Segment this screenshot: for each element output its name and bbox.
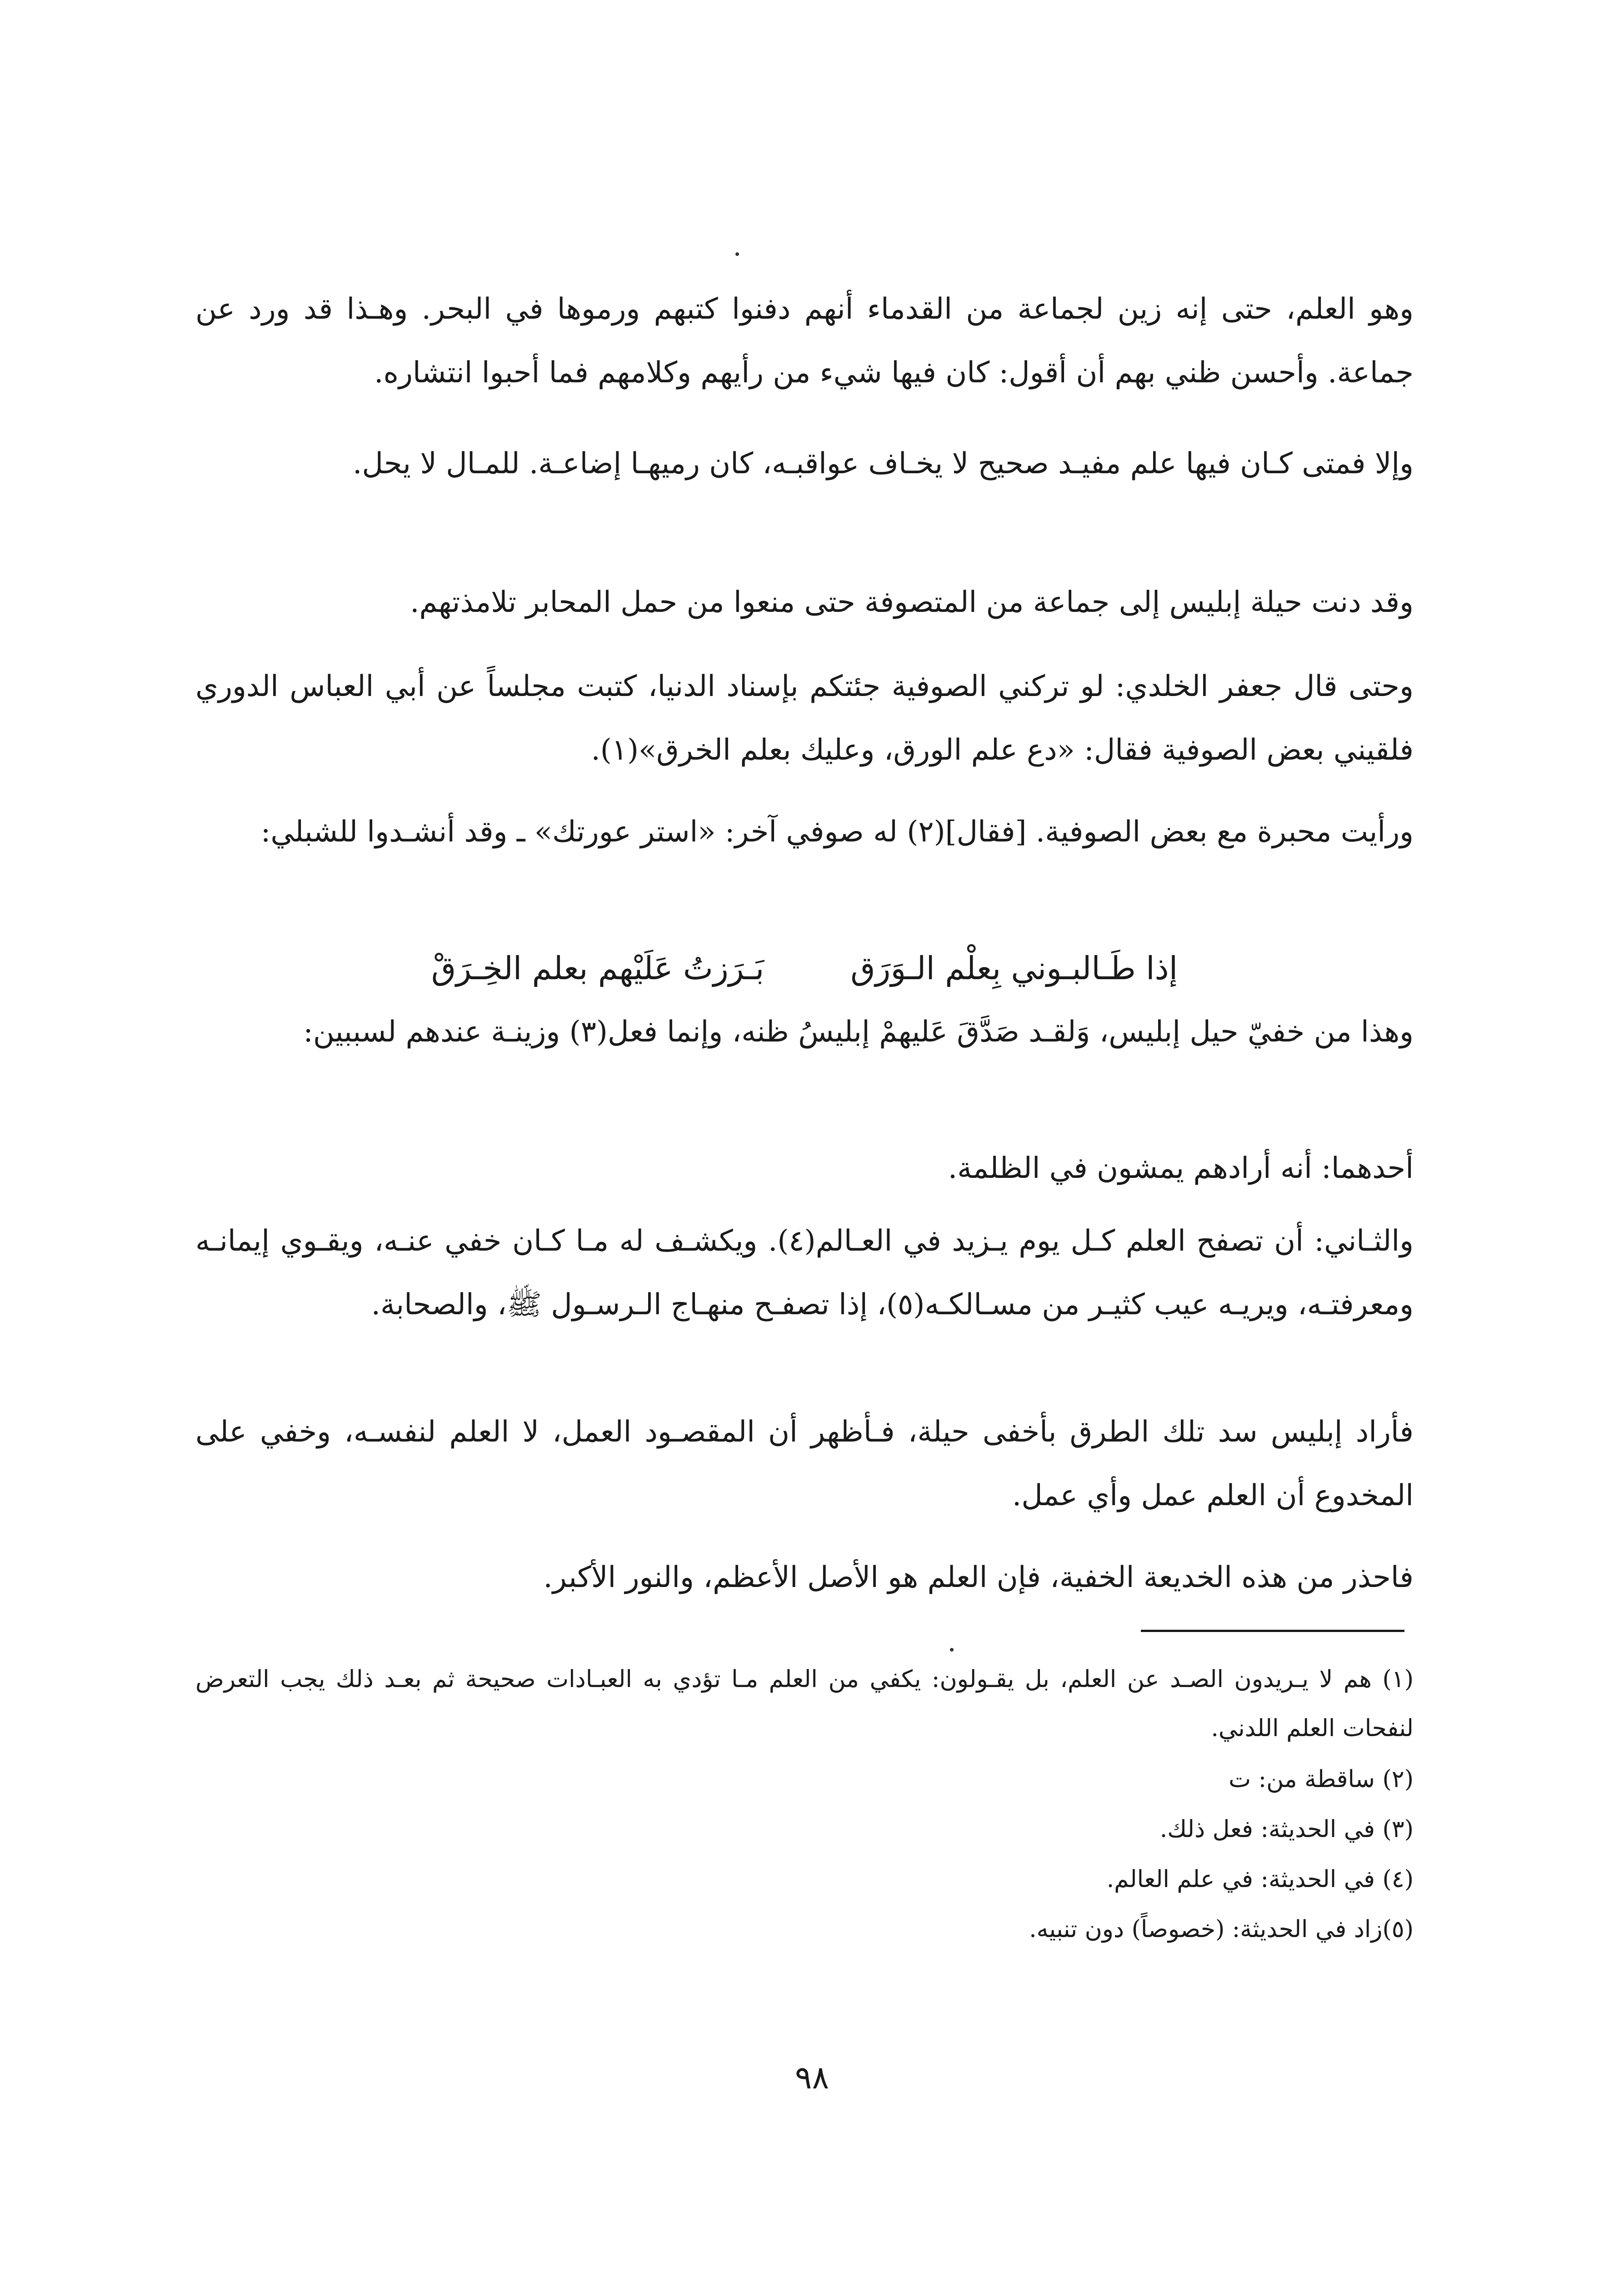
paragraph-1: وهو العلم، حتى إنه زين لجماعة من القدماء أنهم دفنوا كتبهم ورموها في البحر. وهـذا قد ورد عن جماعة. وأحسن ظني بهم أن أقول: كان فيها شيء من رأيهم وكلامهم فما أحبوا انتشاره. bbox=[195, 292, 1414, 390]
paragraph-6: وهذا من خفيّ حيل إبليس، وَلقـد صَدَّقَ عَليهمْ إبليسُ ظنه، وإنما فعل(٣) وزينـة عندهم لسببين: bbox=[303, 1015, 1414, 1049]
footnote-1: (١) هم لا يـريدون الصـد عن العلم، بل يقـولون: يكفي من العلم مـا تؤدي به العبـادات صحيحة ثم بعـد ذلك يجب التعرض لنفحات العلم اللدني. bbox=[195, 1666, 1414, 1742]
paragraph-5: ورأيت محبرة مع بعض الصوفية. [فقال](٢) له صوفي آخر: «استر عورتك» ـ وقد أنشـدوا للشبلي: bbox=[260, 815, 1414, 849]
paragraph-9: فأراد إبليس سد تلك الطرق بأخفى حيلة، فـأظهر أن المقصـود العمل، لا العلم لنفسـه، وخفي على المخدوع أن العلم عمل وأي عمل. bbox=[195, 1415, 1414, 1512]
footnote-5: (٥)زاد في الحديثة: (خصوصاً) دون تنبيه. bbox=[1029, 1916, 1414, 1943]
footnote-2: (٢) ساقطة من: ت bbox=[1229, 1766, 1414, 1793]
stray-dot-top bbox=[735, 252, 739, 256]
paragraph-3: وقد دنت حيلة إبليس إلى جماعة من المتصوفة حتى منعوا من حمل المحابر تلامذتهم. bbox=[410, 586, 1414, 619]
page-number: ٩٨ bbox=[795, 2059, 829, 2096]
paragraph-4: وحتى قال جعفر الخلدي: لو تركني الصوفية جئتكم بإسناد الدنيا، كتبت مجلساً عن أبي العباس الدوري فلقيني بعض الصوفية فقال: «دع علم الورق، وعليك بعلم الخرق»(١). bbox=[195, 670, 1414, 767]
paragraph-8: والثـاني: أن تصفح العلم كـل يوم يـزيد في العـالم(٤). ويكشـف له مـا كـان خفي عنـه، ويقـوي إيمانـه ومعرفتـه، ويريـه عيب كثيـر من مسـالكـه(٥)، إذا تصفـح منهـاج الـرسـول ﷺ، والصحابة. bbox=[195, 1224, 1414, 1322]
paragraph-7: أحدهما: أنه أرادهم يمشون في الظلمة. bbox=[948, 1152, 1414, 1185]
verse-first-hemistich: إذا طَـالبـوني بِعلْم الـوَرَق bbox=[850, 950, 1178, 987]
footnote-separator bbox=[1141, 1630, 1404, 1632]
verse-second-hemistich: بَـرَزتُ عَلَيْهم بعلم الخِـرَقْ bbox=[431, 950, 765, 987]
stray-dot-footnote bbox=[950, 1648, 954, 1652]
footnote-3: (٣) في الحديثة: فعل ذلك. bbox=[1159, 1816, 1414, 1843]
paragraph-10: فاحذر من هذه الخديعة الخفية، فإن العلم هو الأصل الأعظم، والنور الأكبر. bbox=[543, 1561, 1414, 1594]
footnote-4: (٤) في الحديثة: في علم العالم. bbox=[1106, 1866, 1414, 1893]
paragraph-2: وإلا فمتى كـان فيها علم مفيـد صحيح لا يخـاف عواقبـه، كان رميهـا إضاعـة. للمـال لا يحل. bbox=[353, 447, 1414, 481]
poem-verse bbox=[195, 936, 1414, 1000]
